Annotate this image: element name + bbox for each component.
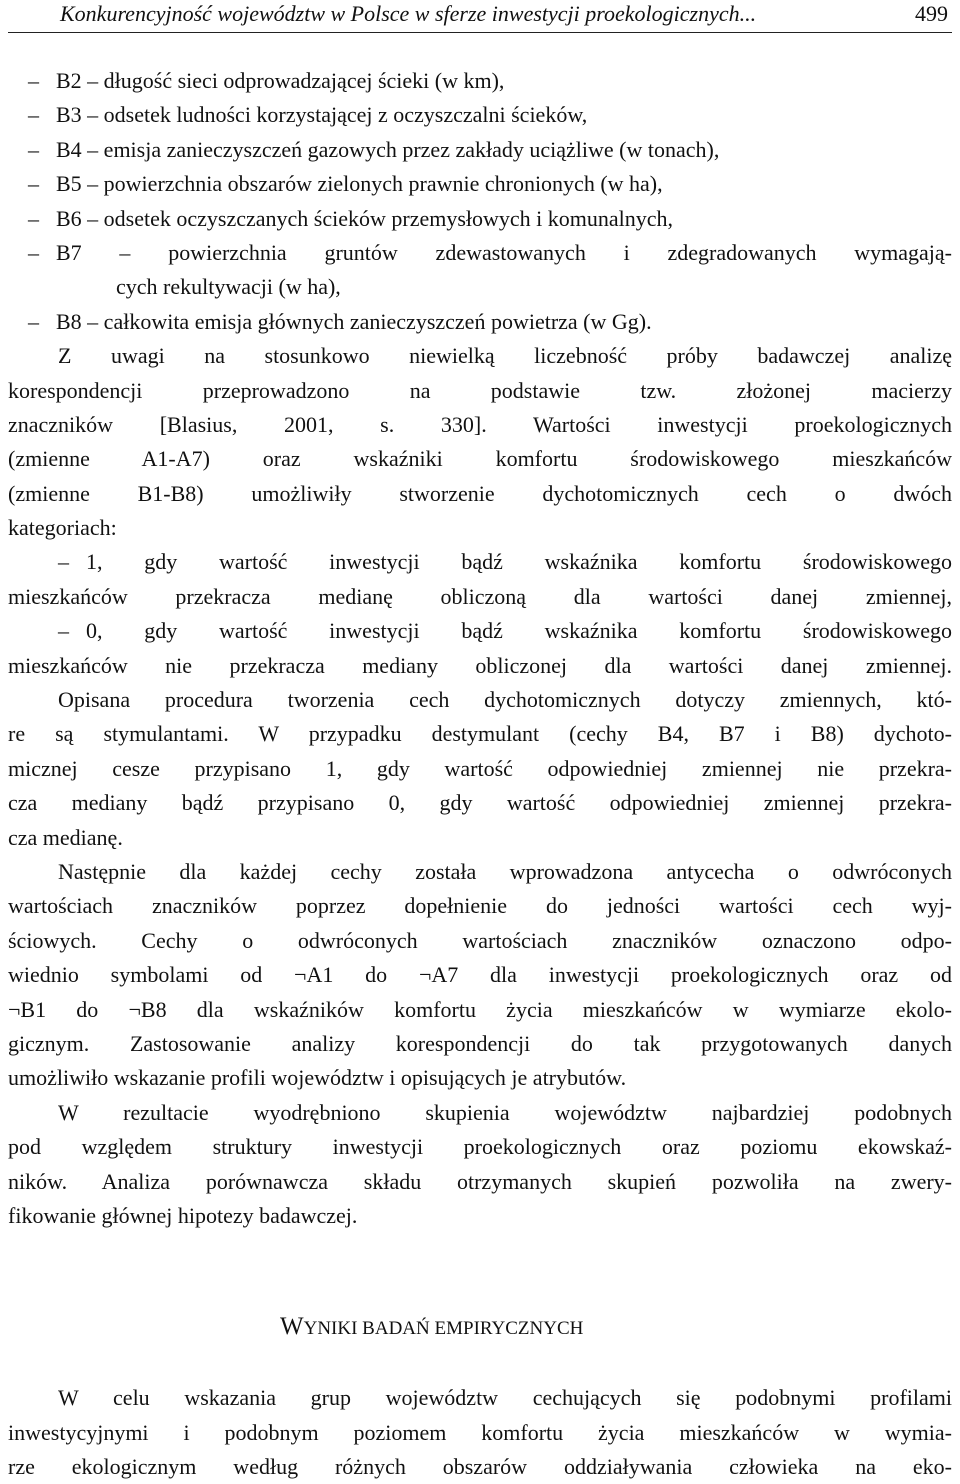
running-header: [8, 0, 952, 33]
paragraph-line: wiednio symbolami od ¬A1 do ¬A7 dla inwestycji proekologicznych oraz od: [8, 962, 952, 988]
paragraph-line: rze ekologicznym według różnych obszarów oddziaływania człowieka na eko-: [8, 1454, 952, 1480]
paragraph-line: umożliwiło wskazanie profili województw i opisujących je atrybutów.: [8, 1065, 627, 1091]
paragraph-line: Z uwagi na stosunkowo niewielką liczebność próby badawczej analizę: [58, 343, 952, 369]
paragraph-line: wartościach znaczników poprzez dopełnienie do jedności wartości cech wyj-: [8, 893, 952, 919]
list-item: – 0, gdy wartość inwestycji bądź wskaźnika komfortu środowiskowego: [8, 614, 952, 648]
paragraph-line: inwestycyjnymi i podobnym poziomem komfortu życia mieszkańców w wymia-: [8, 1419, 952, 1445]
paragraph-line: micznej cesze przypisano 1, gdy wartość odpowiedniej zmiennej nie przekra-: [8, 755, 952, 781]
list-item-continuation: mieszkańców przekracza medianę obliczoną dla wartości danej zmiennej,: [8, 583, 952, 609]
paragraph-line: (zmienne B1-B8) umożliwiły stworzenie dychotomicznych cech o dwóch: [8, 480, 952, 506]
paragraph-line: korespondencji przeprowadzono na podstawie tzw. złożonej macierzy: [8, 377, 952, 403]
paragraph-line: kategoriach:: [8, 515, 117, 541]
list-item: – B7 – powierzchnia gruntów zdewastowanych i zdegradowanych wymagają-: [8, 236, 952, 270]
paragraph-line: (zmienne A1-A7) oraz wskaźniki komfortu środowiskowego mieszkańców: [8, 446, 952, 472]
list-item: – B3 – odsetek ludności korzystającej z oczyszczalni ścieków,: [8, 98, 952, 132]
paragraph-line: cza mediany bądź przypisano 0, gdy wartość odpowiedniej zmiennej przekra-: [8, 790, 952, 816]
paragraph-line: gicznym. Zastosowanie analizy korespondencji do tak przygotowanych danych: [8, 1030, 952, 1056]
dash-bullet: –: [58, 549, 69, 575]
paragraph-line: ¬B1 do ¬B8 dla wskaźników komfortu życia mieszkańców w wymiarze ekolo-: [8, 996, 952, 1022]
list-item: – 1, gdy wartość inwestycji bądź wskaźnika komfortu środowiskowego: [8, 545, 952, 579]
list-item: – B2 – długość sieci odprowadzającej ścieki (w km),: [8, 64, 952, 98]
dash-bullet: –: [28, 171, 39, 197]
paragraph-line: ściowych. Cechy o odwróconych wartościach znaczników oznaczono odpo-: [8, 927, 952, 953]
paragraph-line: pod względem struktury inwestycji proekologicznych oraz poziomu ekowskaź-: [8, 1134, 952, 1160]
list-item-continuation: cych rekultywacji (w ha),: [116, 274, 341, 300]
paragraph-line: re są stymulantami. W przypadku destymulant (cechy B4, B7 i B8) dychoto-: [8, 721, 952, 747]
list-item: – B5 – powierzchnia obszarów zielonych prawnie chronionych (w ha),: [8, 167, 952, 201]
list-item: – B8 – całkowita emisja głównych zanieczyszczeń powietrza (w Gg).: [8, 305, 952, 339]
section-heading: WYNIKI BADAŃ EMPIRYCZNYCH: [280, 1313, 584, 1341]
list-item: – B4 – emisja zanieczyszczeń gazowych przez zakłady uciążliwe (w tonach),: [8, 133, 952, 167]
running-title: Konkurencyjność województw w Polsce w sferze inwestycji proekologicznych...: [60, 1, 757, 26]
paragraph-line: znaczników [Blasius, 2001, s. 330]. Wartości inwestycji proekologicznych: [8, 411, 952, 437]
paragraph-line: fikowanie głównej hipotezy badawczej.: [8, 1202, 358, 1228]
dash-bullet: –: [28, 102, 39, 128]
paragraph-line: Opisana procedura tworzenia cech dychotomicznych dotyczy zmiennych, któ-: [58, 687, 952, 713]
dash-bullet: –: [58, 618, 69, 644]
dash-bullet: –: [28, 239, 39, 265]
page-body: [8, 64, 952, 1484]
dash-bullet: –: [28, 136, 39, 162]
paragraph-line: W rezultacie wyodrębniono skupienia województw najbardziej podobnych: [58, 1099, 952, 1125]
dash-bullet: –: [28, 205, 39, 231]
list-item-continuation: mieszkańców nie przekracza mediany obliczonej dla wartości danej zmiennej.: [8, 652, 952, 678]
dash-bullet: –: [28, 68, 39, 93]
paragraph-line: ników. Analiza porównawcza składu otrzymanych skupień pozwoliła na zwery-: [8, 1168, 952, 1194]
dash-bullet: –: [28, 308, 39, 334]
list-item: – B6 – odsetek oczyszczanych ścieków przemysłowych i komunalnych,: [8, 202, 952, 236]
paragraph-line: cza medianę.: [8, 824, 123, 850]
page-number: 499: [915, 1, 948, 26]
paragraph-line: Następnie dla każdej cechy została wprowadzona antycecha o odwróconych: [58, 858, 952, 884]
paragraph-line: W celu wskazania grup województw cechujących się podobnymi profilami: [58, 1385, 952, 1411]
